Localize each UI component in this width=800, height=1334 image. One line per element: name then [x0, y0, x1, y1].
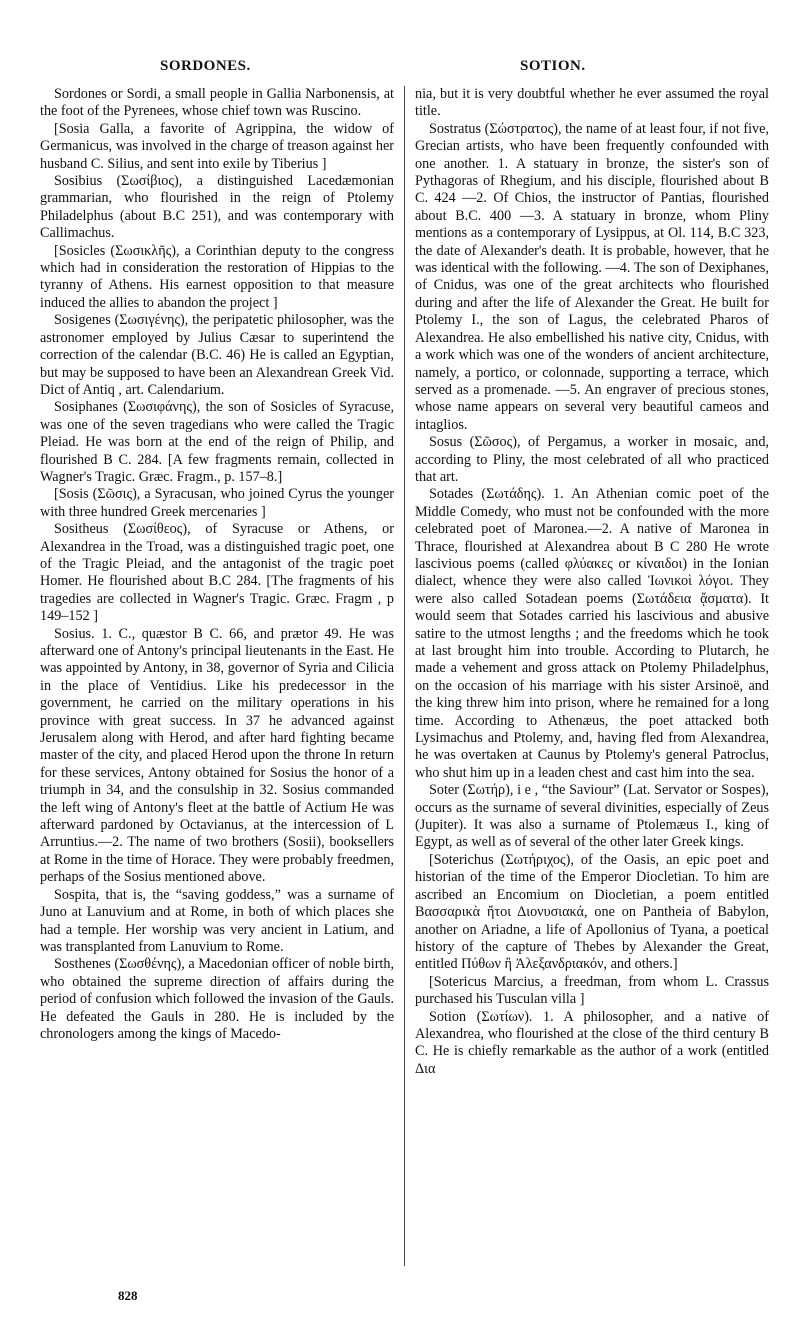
entry-sosigenes: Sosigenes (Σωσιγένης), the peripatetic philosopher, was the astronomer employed by Julius Cæsar to superintend the correction of the calendar (B.C. 46) He is called an Egyptian, but may be supposed to have been an Alexandrean Greek Vid. Dict of Antiq , art. Calendarium.: [40, 312, 394, 398]
running-head: [0, 58, 800, 80]
entry-sosius: Sosius. 1. C., quæstor B C. 66, and prætor 49. He was afterward one of Antony's principal lieutenants in the East. He was appointed by Antony, in 38, governor of Syria and Cilicia in the place of Ventidius. Like his predecessor in the government, he carried on the military operations in his province with great success. In 37 he advanced against Jerusalem along with Herod, and after hard fighting became master of the city, and placed Herod upon the throne In return for these services, Antony obtained for Sosius the honor of a triumph in 34, and the consulship in 32. Sosius commanded the left wing of Antony's fleet at the battle of Actium He was afterward pardoned by Octavianus, at the intercession of L Arruntius.—2. The name of two brothers (Sosii), booksellers at Rome in the time of Horace. They were probably freedmen, perhaps of the Sosius mentioned above.: [40, 625, 394, 886]
entry-sositheus: Sositheus (Σωσίθεος), of Syracuse or Athens, or Alexandrea in the Troad, was a distinguished tragic poet, one of the Tragic Pleiad, and the antagonist of the tragic poet Homer. He flourished about B.C 284. [The fragments of his tragedies are collected in Wagner's Tragic. Græc. Fragm , p 149–152 ]: [40, 521, 394, 625]
entry-sosibius: Sosibius (Σωσίβιος), a distinguished Lacedæmonian grammarian, who flourished in the reign of Ptolemy Philadelphus (about B.C 251), and was contemporary with Callimachus.: [40, 173, 394, 242]
entry-sosis: [Sosis (Σῶσις), a Syracusan, who joined Cyrus the younger with three hundred Greek mercenaries ]: [40, 486, 394, 520]
text-columns: [40, 86, 780, 1266]
entry-sordones: Sordones or Sordi, a small people in Gallia Narbonensis, at the foot of the Pyrenees, whose chief town was Ruscino.: [40, 86, 394, 120]
entry-soterichus: [Soterichus (Σωτήριχος), of the Oasis, an epic poet and historian of the time of the Emperor Diocletian. To him are ascribed an Encomium on Diocletian, a poem entitled Βασσαρικὰ ἤτοι Διονυσιακά, one on Pantheia of Babylon, another on Ariadne, a life of Apollonius of Tyana, a poetical history of the capture of Thebes by Alexander the Great, entitled Πύθων ἢ Ἀλεξανδριακόν, and others.]: [415, 851, 769, 973]
running-head-left: SORDONES.: [160, 58, 251, 74]
entry-sosus: Sosus (Σῶσος), of Pergamus, a worker in mosaic, and, according to Pliny, the most celebrated of all who practiced that art.: [415, 434, 769, 485]
entry-sospita: Sospita, that is, the “saving goddess,” was a surname of Juno at Lanuvium and at Rome, in both of which places she had a temple. Her worship was very ancient in Latium, and was transplanted from Lanuvium to Rome.: [40, 886, 394, 955]
entry-sosicles: [Sosicles (Σωσικλῆς), a Corinthian deputy to the congress which had in consideration the restoration of Hippias to the tyranny of Athens. His earnest opposition to that measure induced the allies to abandon the project ]: [40, 242, 394, 311]
right-column: [407, 86, 769, 1266]
entry-sosthenes: Sosthenes (Σωσθένης), a Macedonian officer of noble birth, who obtained the supreme direction of affairs during the period of confusion which followed the invasion of the Gauls. He defeated the Gauls in 280. He is included by the chronologers among the kings of Macedo-: [40, 956, 394, 1042]
entry-sostratus: Sostratus (Σώστρατος), the name of at least four, if not five, Grecian artists, who have been frequently confounded with one another. 1. A statuary in bronze, the sister's son of Pythagoras of Rhegium, and his disciple, flourished about B C. 424 —2. Of Chios, the instructor of Pantias, flourished about B.C. 400 —3. A statuary in bronze, whom Pliny mentions as a contemporary of Lysippus, at Ol. 114, B.C 323, the date of Alexander's death. It is probable, however, that he was identical with the following. —4. The son of Dexiphanes, of Cnidus, was one of the great architects who flourished during and after the life of Alexander the Great. He built for Ptolemy I., the son of Lagus, the celebrated Pharos of Alexandrea. He also embellished his native city, Cnidus, with a work which was one of the wonders of ancient architecture, namely, a portico, or colonnade, supporting a terrace, which served as a promenade. —5. An engraver of precious stones, whose name appears on several very beautiful cameos and intaglios.: [415, 120, 769, 433]
entry-soter: Soter (Σωτήρ), i e , “the Saviour” (Lat. Servator or Sospes), occurs as the surname of several divinities, especially of Zeus (Jupiter). It was also a surname of Ptolemæus I., king of Egypt, as well as of several of the other later Greek kings.: [415, 782, 769, 851]
entry-sosia-galla: [Sosia Galla, a favorite of Agrippina, the widow of Germanicus, was involved in the charge of treason against her husband C. Silius, and sent into exile by Tiberius ]: [40, 120, 394, 172]
entry-sotion: Sotion (Σωτίων). 1. A philosopher, and a native of Alexandrea, who flourished at the close of the third century B C. He is chiefly remarkable as the author of a work (entitled Δια: [415, 1008, 769, 1077]
running-head-right: SOTION.: [520, 58, 586, 74]
page-number: 828: [118, 1288, 138, 1303]
entry-sotades: Sotades (Σωτάδης). 1. An Athenian comic poet of the Middle Comedy, who must not be confounded with the more celebrated poet of Maronea.—2. A native of Maronea in Thrace, flourished at Alexandrea about B C 280 He wrote lascivious poems (called φλύακες or κίναιδοι) in the Ionian dialect, whence they were also called Ἰωνικοὶ λόγοι. They were also called Sotadean poems (Σωτάδεια ᾄσματα). It would seem that Sotades carried his lascivious and abusive satire to the utmost lengths ; and the freedoms which he took at last brought him into trouble. According to Plutarch, he made a vehement and gross attack on Ptolemy Philadelphus, on the occasion of his marriage with his sister Arsinoë, and the king threw him into prison, where he remained for a long time. According to Athenæus, the poet attacked both Lysimachus and Ptolemy, and, having fled from Alexandrea, he was overtaken at Caunus by Ptolemy's general Patroclus, who shut him up in a leaden chest and cast him into the sea.: [415, 486, 769, 781]
entry-sotericus-marcius: [Sotericus Marcius, a freedman, from whom L. Crassus purchased his Tusculan villa ]: [415, 973, 769, 1008]
entry-sosiphanes: Sosiphanes (Σωσιφάνης), the son of Sosicles of Syracuse, was one of the seven tragedians who were called the Tragic Pleiad. He was born at the end of the reign of Philip, and flourished B C. 284. [A few fragments remain, collected in Wagner's Tragic. Græc. Fragm., p. 157–8.]: [40, 399, 394, 485]
left-column: [40, 86, 402, 1266]
entry-sosthenes-continued: nia, but it is very doubtful whether he ever assumed the royal title.: [415, 86, 769, 120]
column-rule: [404, 86, 405, 1266]
